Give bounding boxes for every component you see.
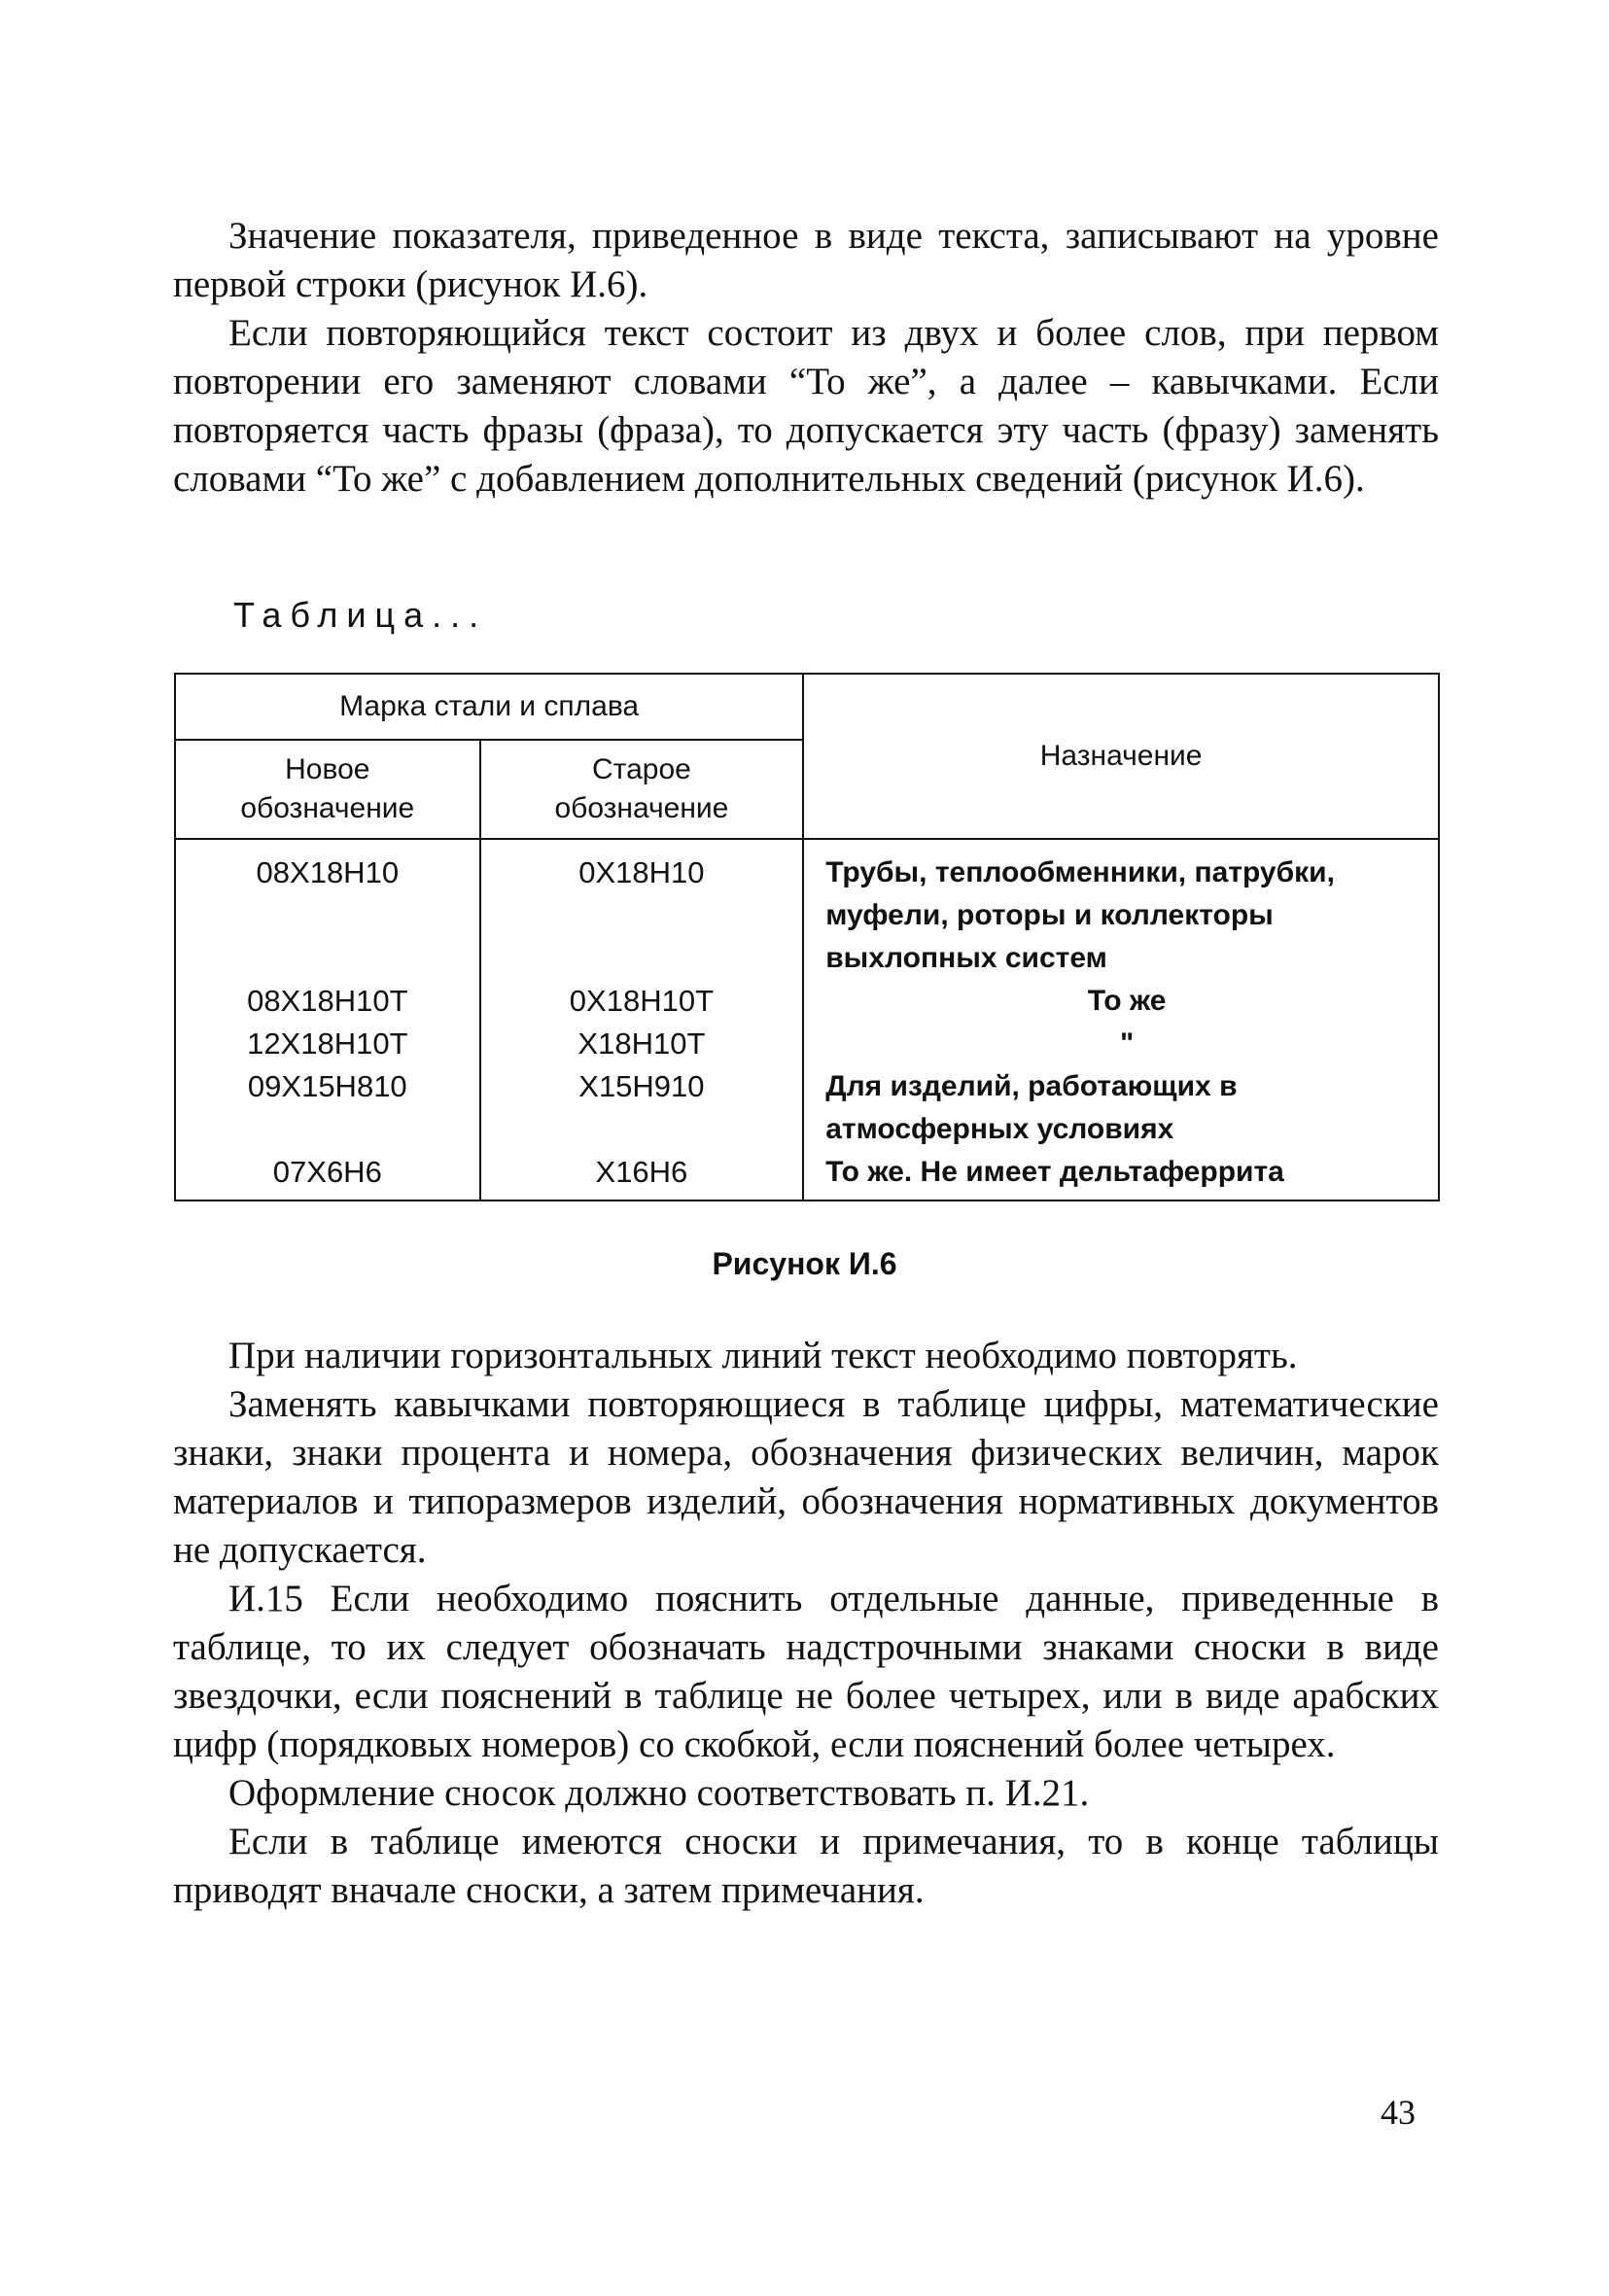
purpose-cell: Трубы, теплообменники, патрубки, муфели, роторы и коллекторы выхлопных систем [803, 839, 1439, 980]
new-designation-cell: 09Х15Н810 [175, 1065, 480, 1151]
paragraph: Если повторяющийся текст состоит из двух и более слов, при первом повторении его заменяют словами “То же”, а далее – кавычками. Если повторяется часть фразы (фраза), то допускается эту часть (фразу) заменять словами “То же” с добавлением дополнительных сведений (рисунок И.6). [173, 312, 1439, 500]
old-designation-cell: Х15Н910 [480, 1065, 804, 1151]
old-designation-cell: Х18Н10Т [480, 1023, 804, 1065]
header-new-designation: Новое обозначение [175, 740, 480, 839]
paragraph: Если в таблице имеются сноски и примечания, то в конце таблицы приводят вначале сноски, а затем примечания. [173, 1821, 1439, 1911]
table-row [175, 839, 1439, 980]
steel-grades-table [174, 673, 1440, 1201]
page-number: 43 [1381, 2093, 1416, 2132]
old-designation-cell: Х16Н6 [480, 1151, 804, 1200]
paragraph: При наличии горизонтальных линий текст необходимо повторять. [228, 1335, 1298, 1376]
table-row [175, 1065, 1439, 1151]
table-row [175, 1151, 1439, 1200]
purpose-cell: Для изделий, работающих в атмосферных условиях [803, 1065, 1439, 1151]
table-caption: Таблица... [233, 595, 488, 635]
old-designation-cell: 0Х18Н10 [480, 839, 804, 980]
new-designation-cell: 08Х18Н10 [175, 839, 480, 980]
purpose-cell: То же [803, 980, 1439, 1023]
figure-caption: Рисунок И.6 [712, 1246, 897, 1281]
paragraph: И.15 Если необходимо пояснить отдельные данные, приведенные в таблице, то их следует обозначать надстрочными знаками сноски в виде звездочки, если пояснений в таблице не более четырех, или в виде арабских цифр (порядковых номеров) со скобкой, если пояснений более четырех. [173, 1578, 1439, 1765]
paragraph: Оформление сносок должно соответствовать п. И.21. [228, 1772, 1090, 1814]
paragraph: Заменять кавычками повторяющиеся в таблице цифры, математические знаки, знаки процента и номера, обозначения физических величин, марок материалов и типоразмеров изделий, обозначения нормативных документов не допускается. [173, 1383, 1439, 1571]
header-steel-grade: Марка стали и сплава [175, 674, 803, 740]
body-text [173, 1332, 1439, 1915]
purpose-cell: " [803, 1023, 1439, 1065]
old-designation-cell: 0Х18Н10Т [480, 980, 804, 1023]
table-row [175, 1023, 1439, 1065]
header-old-designation: Старое обозначение [480, 740, 804, 839]
intro-text [173, 212, 1439, 504]
paragraph: Значение показателя, приведенное в виде текста, записывают на уровне первой строки (рисунок И.6). [173, 215, 1439, 305]
purpose-cell: То же. Не имеет дельтаферрита [803, 1151, 1439, 1200]
new-designation-cell: 12Х18Н10Т [175, 1023, 480, 1065]
header-purpose: Назначение [803, 674, 1439, 839]
table-row [175, 980, 1439, 1023]
new-designation-cell: 08Х18Н10Т [175, 980, 480, 1023]
new-designation-cell: 07Х6Н6 [175, 1151, 480, 1200]
